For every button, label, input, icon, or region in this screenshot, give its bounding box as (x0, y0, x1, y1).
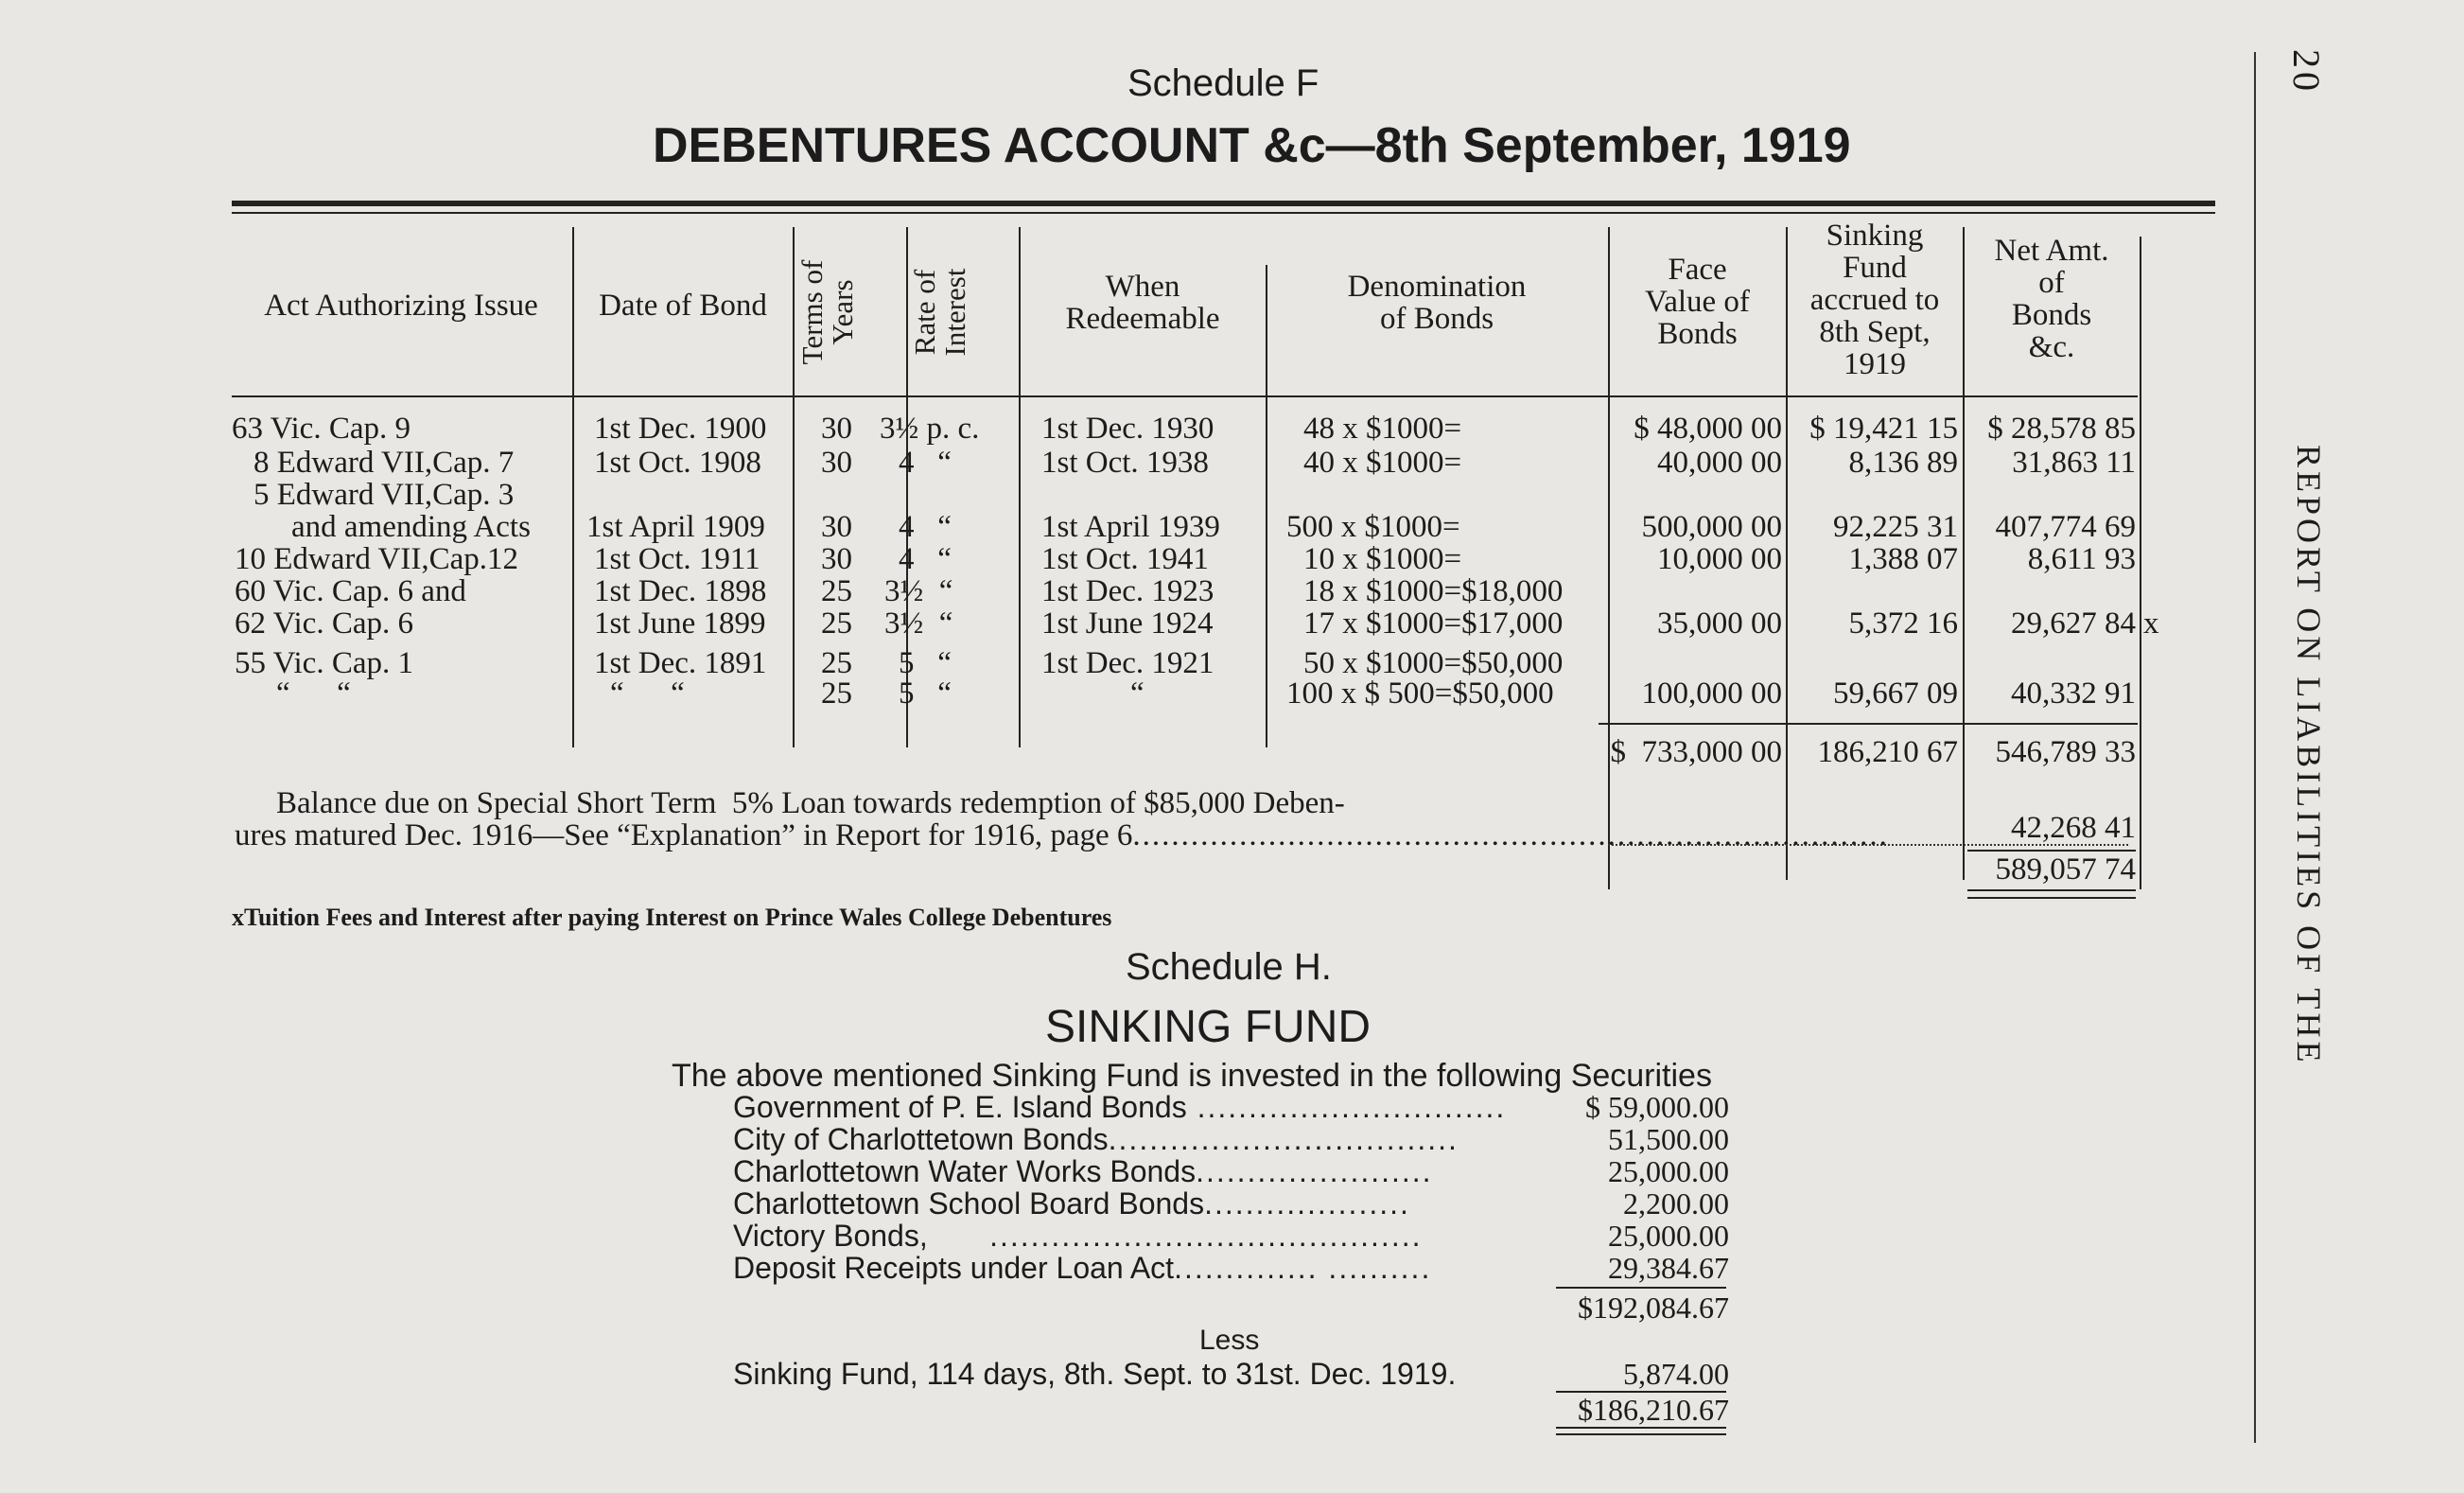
security-amount: 25,000.00 (1608, 1219, 1729, 1253)
cell-date: 1st Dec. 1891 (594, 646, 767, 680)
less-item: Sinking Fund, 114 days, 8th. Sept. to 31st. Dec. 1919. (733, 1357, 1457, 1391)
header-sink-line2: Fund (1843, 251, 1907, 285)
security-name (733, 1186, 1565, 1221)
cell-act: and amending Acts (291, 510, 531, 544)
cell-sinking: 92,225 31 (1833, 510, 1958, 544)
cell-rate: 5 “ (899, 646, 952, 680)
header-rate-line1: Rate of (908, 269, 941, 356)
cell-face: 40,000 00 (1657, 446, 1782, 480)
cell-face: 35,000 00 (1657, 606, 1782, 641)
cell-when: 1st April 1939 (1041, 510, 1220, 544)
security-amount: 29,384.67 (1608, 1251, 1729, 1285)
cell-act: “ “ (276, 676, 351, 711)
cell-date: 1st Dec. 1898 (594, 574, 767, 608)
cell-rate: 4 “ (899, 542, 952, 576)
cell-date: 1st April 1909 (586, 510, 765, 544)
cell-denomination: 48 x $1000= (1303, 412, 1462, 446)
page-edge-rule (2254, 52, 2256, 1443)
header-act: Act Authorizing Issue (264, 289, 538, 323)
securities-subtotal: $192,084.67 (1578, 1291, 1729, 1325)
cell-act: 55 Vic. Cap. 1 (235, 646, 413, 680)
header-terms-line1: Terms of (795, 259, 829, 365)
cell-when: “ (1130, 676, 1145, 711)
security-name (733, 1154, 1565, 1189)
cell-act: 8 Edward VII,Cap. 7 (253, 446, 515, 480)
cell-face: $ 48,000 00 (1634, 412, 1782, 446)
cell-terms: 30 (821, 510, 852, 544)
schedule-h-intro: The above mentioned Sinking Fund is invested in the following Securities (672, 1058, 1712, 1094)
title-rule-thick (232, 201, 2215, 206)
less-label: Less (1199, 1325, 1260, 1356)
dot-leader: .............................. (1186, 1090, 1507, 1124)
header-denomination (1267, 271, 1606, 335)
cell-when: 1st Dec. 1930 (1041, 412, 1215, 446)
cell-terms: 25 (821, 646, 852, 680)
title-rule-thin (232, 212, 2215, 214)
cell-rate: 5 “ (899, 676, 952, 711)
final-double-rule-1 (1556, 1427, 1726, 1429)
security-name (733, 1251, 1565, 1286)
cell-denomination: 17 x $1000=$17,000 (1303, 606, 1564, 641)
total-sinking-fund: 186,210 67 (1817, 735, 1958, 769)
cell-rate: 3½ p. c. (880, 412, 980, 446)
header-when (1021, 271, 1265, 335)
totals-rule (1599, 723, 2138, 725)
balance-amount: 42,268 41 (2011, 811, 2136, 845)
cell-note-marker: x (2143, 606, 2159, 641)
cell-terms: 25 (821, 574, 852, 608)
security-name-text: Government of P. E. Island Bonds (733, 1090, 1187, 1124)
security-amount: $ 59,000.00 (1585, 1090, 1729, 1124)
cell-act: 63 Vic. Cap. 9 (232, 412, 411, 446)
balance-line-2 (235, 819, 1889, 852)
cell-act: 5 Edward VII,Cap. 3 (253, 478, 515, 512)
cell-act: 60 Vic. Cap. 6 and (235, 574, 466, 608)
header-sink-line4: 8th Sept, (1819, 315, 1931, 349)
cell-net: 8,611 93 (2027, 542, 2136, 576)
cell-terms: 30 (821, 446, 852, 480)
security-name-text: Victory Bonds, (733, 1219, 928, 1253)
security-name-text: Charlottetown School Board Bonds (733, 1186, 1205, 1221)
grand-total-rule (1967, 850, 2136, 852)
cell-date: 1st Dec. 1900 (594, 412, 767, 446)
header-when-line1: When (1105, 270, 1180, 304)
security-name (733, 1219, 1565, 1254)
cell-rate: 4 “ (899, 446, 952, 480)
dot-leader: .............. .......... (1174, 1251, 1432, 1285)
grand-total-double-rule-2 (1967, 897, 2136, 899)
page-number: 20 (2285, 49, 2328, 95)
subtotal-rule (1556, 1287, 1726, 1289)
schedule-h-title: SINKING FUND (1045, 1002, 1372, 1052)
header-net-line1: Net Amt. (1994, 234, 2109, 268)
cell-sinking: 1,388 07 (1848, 542, 1958, 576)
header-face-line3: Bonds (1657, 317, 1738, 351)
header-rate-line2: Interest (938, 268, 971, 357)
cell-terms: 25 (821, 676, 852, 711)
cell-sinking: $ 19,421 15 (1809, 412, 1958, 446)
dot-leader: ....................... (1196, 1154, 1433, 1188)
cell-denomination: 40 x $1000= (1303, 446, 1462, 480)
cell-when: 1st Oct. 1938 (1041, 446, 1209, 480)
cell-sinking: 59,667 09 (1833, 676, 1958, 711)
header-denom-line2: of Bonds (1379, 302, 1494, 336)
cell-rate: 3½ “ (884, 606, 953, 641)
col-divider (1266, 265, 1267, 747)
security-amount: 25,000.00 (1608, 1154, 1729, 1188)
cell-date: 1st Oct. 1908 (594, 446, 761, 480)
header-face-value (1610, 254, 1785, 350)
cell-terms: 30 (821, 542, 852, 576)
security-name (733, 1090, 1565, 1125)
header-face-line1: Face (1668, 253, 1727, 287)
total-face-value: $ 733,000 00 (1610, 735, 1782, 769)
total-net-amount: 546,789 33 (1995, 735, 2136, 769)
cell-rate: 4 “ (899, 510, 952, 544)
cell-denomination: 50 x $1000=$50,000 (1303, 646, 1564, 680)
header-face-line2: Value of (1645, 285, 1750, 319)
cell-sinking: 8,136 89 (1848, 446, 1958, 480)
cell-net: 407,774 69 (1995, 510, 2136, 544)
schedule-f-title: DEBENTURES ACCOUNT &c—8th September, 1919 (653, 118, 1851, 173)
dot-leader: .............................................................................. (1132, 818, 1889, 852)
header-terms (797, 237, 858, 388)
cell-face: 500,000 00 (1641, 510, 1782, 544)
cell-when: 1st Oct. 1941 (1041, 542, 1209, 576)
cell-denomination: 18 x $1000=$18,000 (1303, 574, 1564, 608)
balance-line-1: Balance due on Special Short Term 5% Loan towards redemption of $85,000 Deben- (276, 786, 1345, 820)
header-terms-line2: Years (826, 279, 859, 345)
cell-net: 31,863 11 (2012, 446, 2136, 480)
security-name-text: City of Charlottetown Bonds (733, 1122, 1109, 1156)
security-name-text: Charlottetown Water Works Bonds (733, 1154, 1197, 1188)
cell-when: 1st Dec. 1921 (1041, 646, 1215, 680)
col-divider (793, 227, 795, 747)
header-net-amount (1965, 235, 2139, 363)
col-divider (2140, 237, 2141, 889)
header-net-line4: &c. (2028, 330, 2075, 364)
cell-when: 1st June 1924 (1041, 606, 1214, 641)
cell-rate: 3½ “ (884, 574, 953, 608)
cell-date: “ “ (610, 676, 685, 711)
sinking-fund-total: $186,210.67 (1578, 1393, 1729, 1427)
cell-net: 29,627 84 (2011, 606, 2136, 641)
schedule-f-label: Schedule F (1127, 62, 1319, 104)
grand-total: 589,057 74 (1995, 852, 2136, 887)
cell-terms: 25 (821, 606, 852, 641)
header-sink-line1: Sinking (1826, 219, 1924, 253)
cell-when: 1st Dec. 1923 (1041, 574, 1215, 608)
header-rate (910, 237, 970, 388)
cell-net: 40,332 91 (2011, 676, 2136, 711)
header-sink-line5: 1919 (1844, 347, 1906, 381)
cell-act: 62 Vic. Cap. 6 (235, 606, 413, 641)
cell-denomination: 100 x $ 500=$50,000 (1286, 676, 1554, 711)
less-amount: 5,874.00 (1623, 1357, 1729, 1391)
balance-line-2-text: ures matured Dec. 1916—See “Explanation” in Report for 1916, page 6 (235, 818, 1133, 852)
schedule-h-label: Schedule H. (1126, 946, 1332, 988)
header-when-line2: Redeemable (1065, 302, 1220, 336)
header-sink-line3: accrued to (1809, 283, 1940, 317)
footnote: xTuition Fees and Interest after paying Interest on Prince Wales College Debentures (232, 904, 1112, 931)
cell-date: 1st Oct. 1911 (594, 542, 760, 576)
running-head: REPORT ON LIABILITIES OF THE (2290, 445, 2328, 1066)
cell-denomination: 10 x $1000= (1303, 542, 1462, 576)
cell-terms: 30 (821, 412, 852, 446)
cell-denomination: 500 x $1000= (1286, 510, 1460, 544)
header-net-line3: Bonds (2011, 298, 2092, 332)
header-denom-line1: Denomination (1347, 270, 1527, 304)
header-date: Date of Bond (599, 289, 767, 323)
dot-leader: .................................. (1108, 1122, 1459, 1156)
cell-act: 10 Edward VII,Cap.12 (235, 542, 518, 576)
security-name (733, 1122, 1565, 1157)
grand-total-double-rule-1 (1967, 889, 2136, 891)
cell-face: 100,000 00 (1641, 676, 1782, 711)
security-name-text: Deposit Receipts under Loan Act (733, 1251, 1175, 1285)
security-amount: 51,500.00 (1608, 1122, 1729, 1156)
security-amount: 2,200.00 (1623, 1186, 1729, 1221)
cell-face: 10,000 00 (1657, 542, 1782, 576)
dot-leader: .......................................... (927, 1219, 1423, 1253)
final-double-rule-2 (1556, 1433, 1726, 1435)
header-net-line2: of (2038, 266, 2065, 300)
cell-net: $ 28,578 85 (1987, 412, 2136, 446)
dot-leader: .................... (1204, 1186, 1410, 1221)
cell-sinking: 5,372 16 (1848, 606, 1958, 641)
cell-date: 1st June 1899 (594, 606, 766, 641)
header-sinking-fund (1788, 220, 1962, 380)
header-rule (232, 395, 2138, 397)
